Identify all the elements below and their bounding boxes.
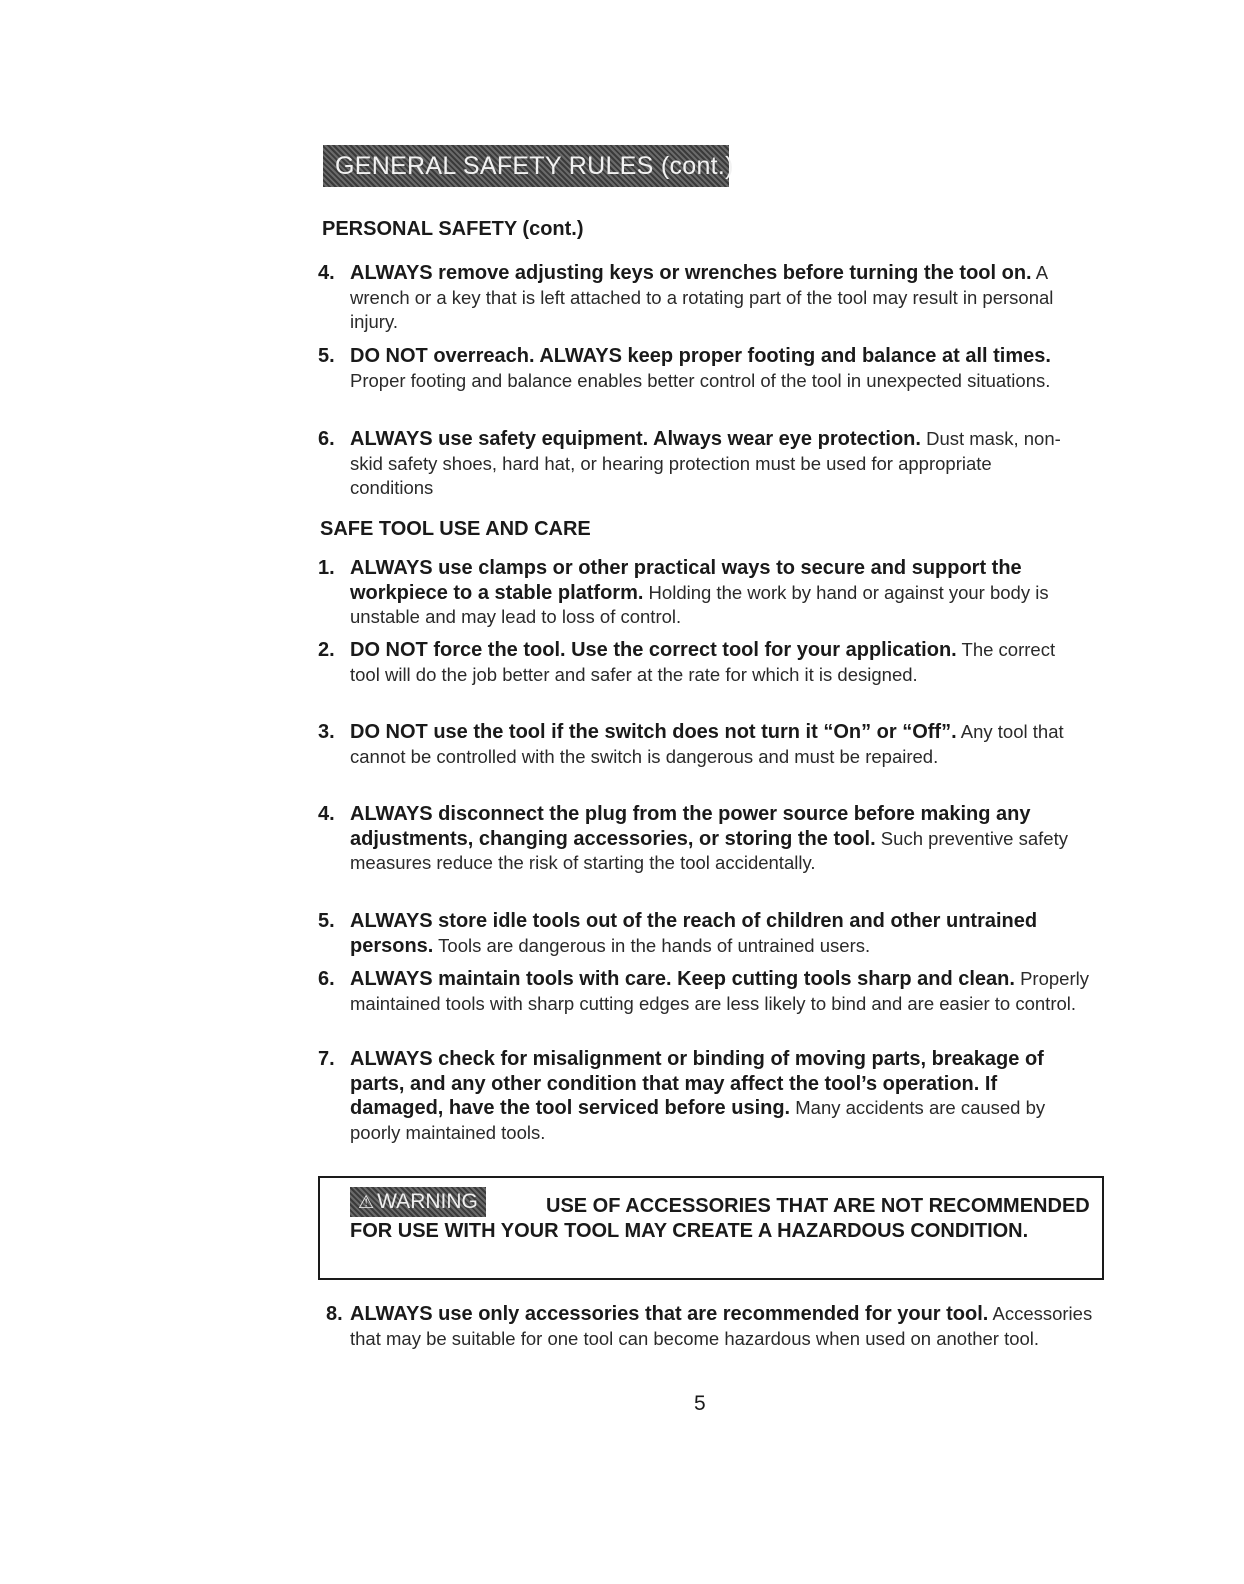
item-bold-text: DO NOT force the tool. Use the correct tool for your application. (350, 639, 957, 661)
item-number: 8. (326, 1303, 343, 1325)
item-bold-text: DO NOT use the tool if the switch does not turn it “On” or “Off”. (350, 721, 957, 743)
item-bold-text: DO NOT overreach. ALWAYS keep proper footing and balance at all times. (350, 345, 1051, 367)
item-number: 5. (318, 910, 335, 932)
item-text: Many accidents are caused by poorly maintained tools. (350, 1097, 1046, 1143)
list-item (318, 556, 1108, 630)
item-bold-text: ALWAYS disconnect the plug from the power source before making any adjustments, changing accessories, or storing the tool. (350, 803, 1031, 850)
list-item (318, 802, 1098, 876)
warning-label: WARNING (377, 1190, 478, 1213)
item-number: 6. (318, 428, 335, 450)
item-number: 4. (318, 803, 335, 825)
list-item (318, 344, 1098, 393)
item-text: A wrench or a key that is left attached to a rotating part of the tool may result in personal injury. (350, 262, 1054, 332)
page-number: 5 (694, 1392, 706, 1415)
list-item (318, 427, 1078, 501)
item-number: 5. (318, 345, 335, 367)
item-bold-text: ALWAYS maintain tools with care. Keep cutting tools sharp and clean. (350, 968, 1015, 990)
item-number: 2. (318, 639, 335, 661)
item-bold-text: ALWAYS use safety equipment. Always wear eye protection. (350, 428, 921, 450)
warning-message: USE OF ACCESSORIES THAT ARE NOT RECOMMENDED FOR USE WITH YOUR TOOL MAY CREATE A HAZARDOUS CONDITION. (350, 1195, 1090, 1242)
item-bold-text: ALWAYS use clamps or other practical ways to secure and support the workpiece to a stable platform. (350, 557, 1022, 604)
section-banner: GENERAL SAFETY RULES (cont.) (323, 145, 729, 187)
item-text: Properly maintained tools with sharp cutting edges are less likely to bind and are easier to control. (350, 968, 1089, 1014)
warning-box (318, 1176, 1104, 1280)
item-text: Accessories that may be suitable for one tool can become hazardous when used on another tool. (350, 1303, 1093, 1349)
list-item (318, 638, 1088, 687)
list-item (318, 909, 1113, 958)
item-number: 6. (318, 968, 335, 990)
list-item (318, 1047, 1078, 1145)
item-number: 4. (318, 262, 335, 284)
list-item (318, 967, 1093, 1016)
item-text: Such preventive safety measures reduce the risk of starting the tool accidentally. (350, 827, 1068, 873)
item-text: Proper footing and balance enables better control of the tool in unexpected situations. (350, 369, 1051, 391)
item-bold-text: ALWAYS use only accessories that are recommended for your tool. (350, 1303, 989, 1325)
item-text: Dust mask, non-skid safety shoes, hard hat, or hearing protection must be used for appropriate conditions (350, 428, 1061, 498)
warning-triangle-icon: ⚠ (358, 1192, 375, 1212)
item-text: Tools are dangerous in the hands of untrained users. (433, 934, 871, 956)
list-item (326, 1302, 1101, 1351)
item-bold-text: ALWAYS check for misalignment or binding of moving parts, breakage of parts, and any other condition that may affect the tool’s operation. If damaged, have the tool serviced before using. (350, 1048, 1044, 1119)
item-text: Holding the work by hand or against your body is unstable and may lead to loss of control. (350, 581, 1049, 627)
item-text: Any tool that cannot be controlled with the switch is dangerous and must be repaired. (350, 721, 1064, 767)
warning-badge (350, 1187, 486, 1217)
safe-tool-heading: SAFE TOOL USE AND CARE (320, 518, 591, 540)
personal-safety-heading: PERSONAL SAFETY (cont.) (322, 218, 584, 240)
item-number: 1. (318, 557, 335, 579)
list-item (318, 261, 1088, 335)
item-text: The correct tool will do the job better and safer at the rate for which it is designed. (350, 639, 1056, 685)
list-item (318, 720, 1103, 769)
item-bold-text: ALWAYS remove adjusting keys or wrenches before turning the tool on. (350, 262, 1032, 284)
item-number: 3. (318, 721, 335, 743)
item-bold-text: ALWAYS store idle tools out of the reach of children and other untrained persons. (350, 910, 1038, 957)
item-number: 7. (318, 1048, 335, 1070)
